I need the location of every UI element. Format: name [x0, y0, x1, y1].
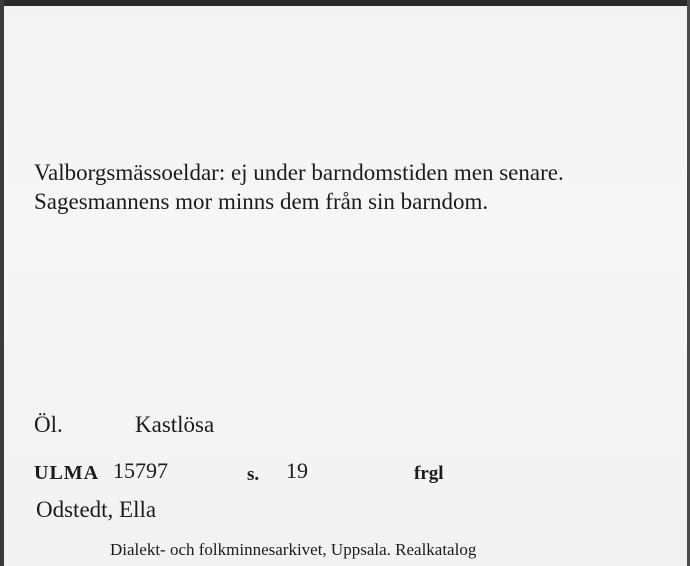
body-line-2: Sagesmannens mor minns dem från sin barndom. — [34, 189, 489, 214]
page-number: 19 — [286, 458, 308, 483]
card-left-edge — [0, 0, 4, 566]
card-body-text — [34, 158, 674, 216]
category-code: frgl — [414, 463, 444, 484]
archive-footer: Dialekt- och folkminnesarkivet, Uppsala. Realkatalog — [110, 540, 477, 559]
page-prefix: s. — [247, 464, 260, 485]
archive-number: 15797 — [113, 458, 168, 483]
collector-name: Odstedt, Ella — [36, 497, 157, 522]
parish-label: Kastlösa — [135, 412, 215, 437]
card-top-edge — [0, 0, 690, 6]
body-line-1: Valborgsmässoeldar: ej under barndomstiden men senare. — [34, 160, 564, 185]
province-label: Öl. — [34, 412, 63, 437]
archive-code: ULMA — [34, 462, 100, 484]
